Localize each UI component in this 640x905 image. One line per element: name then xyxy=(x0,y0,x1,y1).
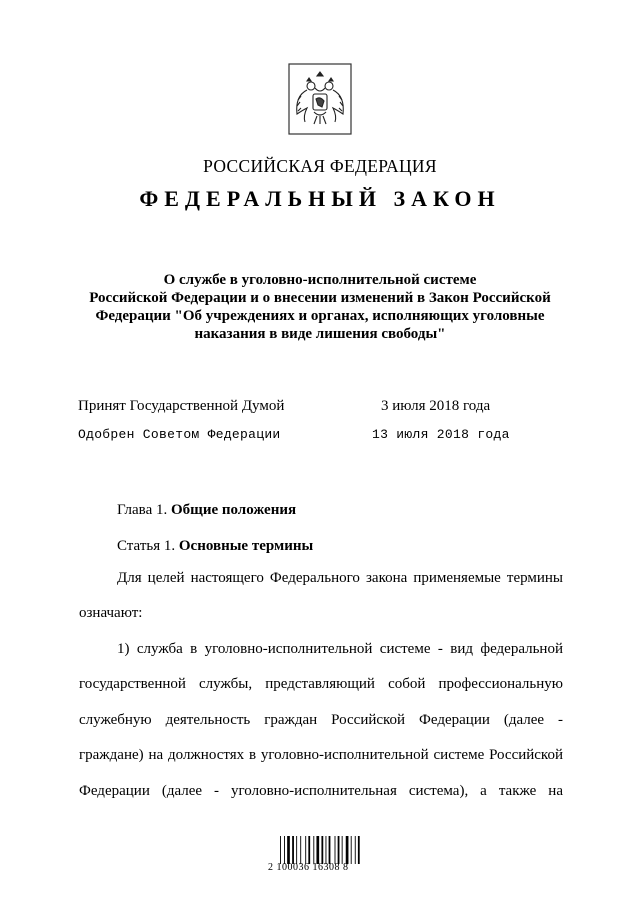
article-title: Основные термины xyxy=(178,538,314,554)
law-title-line: О службе в уголовно-исполнительной системе xyxy=(163,272,477,288)
chapter-prefix: Глава 1. xyxy=(117,502,168,518)
law-title-line: наказания в виде лишения свободы" xyxy=(194,326,446,342)
chapter-title: Общие положения xyxy=(170,502,297,518)
law-title-line: Федерации "Об учреждениях и органах, исполняющих уголовные xyxy=(95,308,545,324)
council-approval-date: 13 июля 2018 года xyxy=(372,427,510,442)
chapter-heading xyxy=(117,502,296,519)
body-line: Федерации (далее - уголовно-исполнительная система), а также на xyxy=(79,783,563,799)
body-line: Для целей настоящего Федерального закона применяемые термины xyxy=(117,570,563,586)
council-approval-label: Одобрен Советом Федерации xyxy=(78,427,281,442)
duma-adoption-label: Принят Государственной Думой xyxy=(78,398,285,414)
barcode-number: 2 100036 16308 8 xyxy=(268,862,349,873)
duma-adoption-date: 3 июля 2018 года xyxy=(381,398,491,414)
body-line: граждане) на должностях в уголовно-исполнительной системе Российской xyxy=(79,747,563,763)
coat-of-arms-emblem xyxy=(287,62,353,136)
article-prefix: Статья 1. xyxy=(117,538,176,554)
body-line: 1) служба в уголовно-исполнительной системе - вид федеральной xyxy=(117,641,563,657)
country-name: РОССИЙСКАЯ ФЕДЕРАЦИЯ xyxy=(203,156,437,176)
body-line: служебную деятельность граждан Российской Федерации (далее - xyxy=(79,712,563,728)
body-line: государственной службы, представляющий собой профессиональную xyxy=(79,676,563,692)
law-title xyxy=(0,271,640,343)
law-title-line: Российской Федерации и о внесении изменений в Закон Российской xyxy=(89,290,551,306)
article-heading xyxy=(117,538,313,555)
body-line: означают: xyxy=(79,605,143,621)
law-type-heading: ФЕДЕРАЛЬНЫЙ ЗАКОН xyxy=(139,186,501,211)
